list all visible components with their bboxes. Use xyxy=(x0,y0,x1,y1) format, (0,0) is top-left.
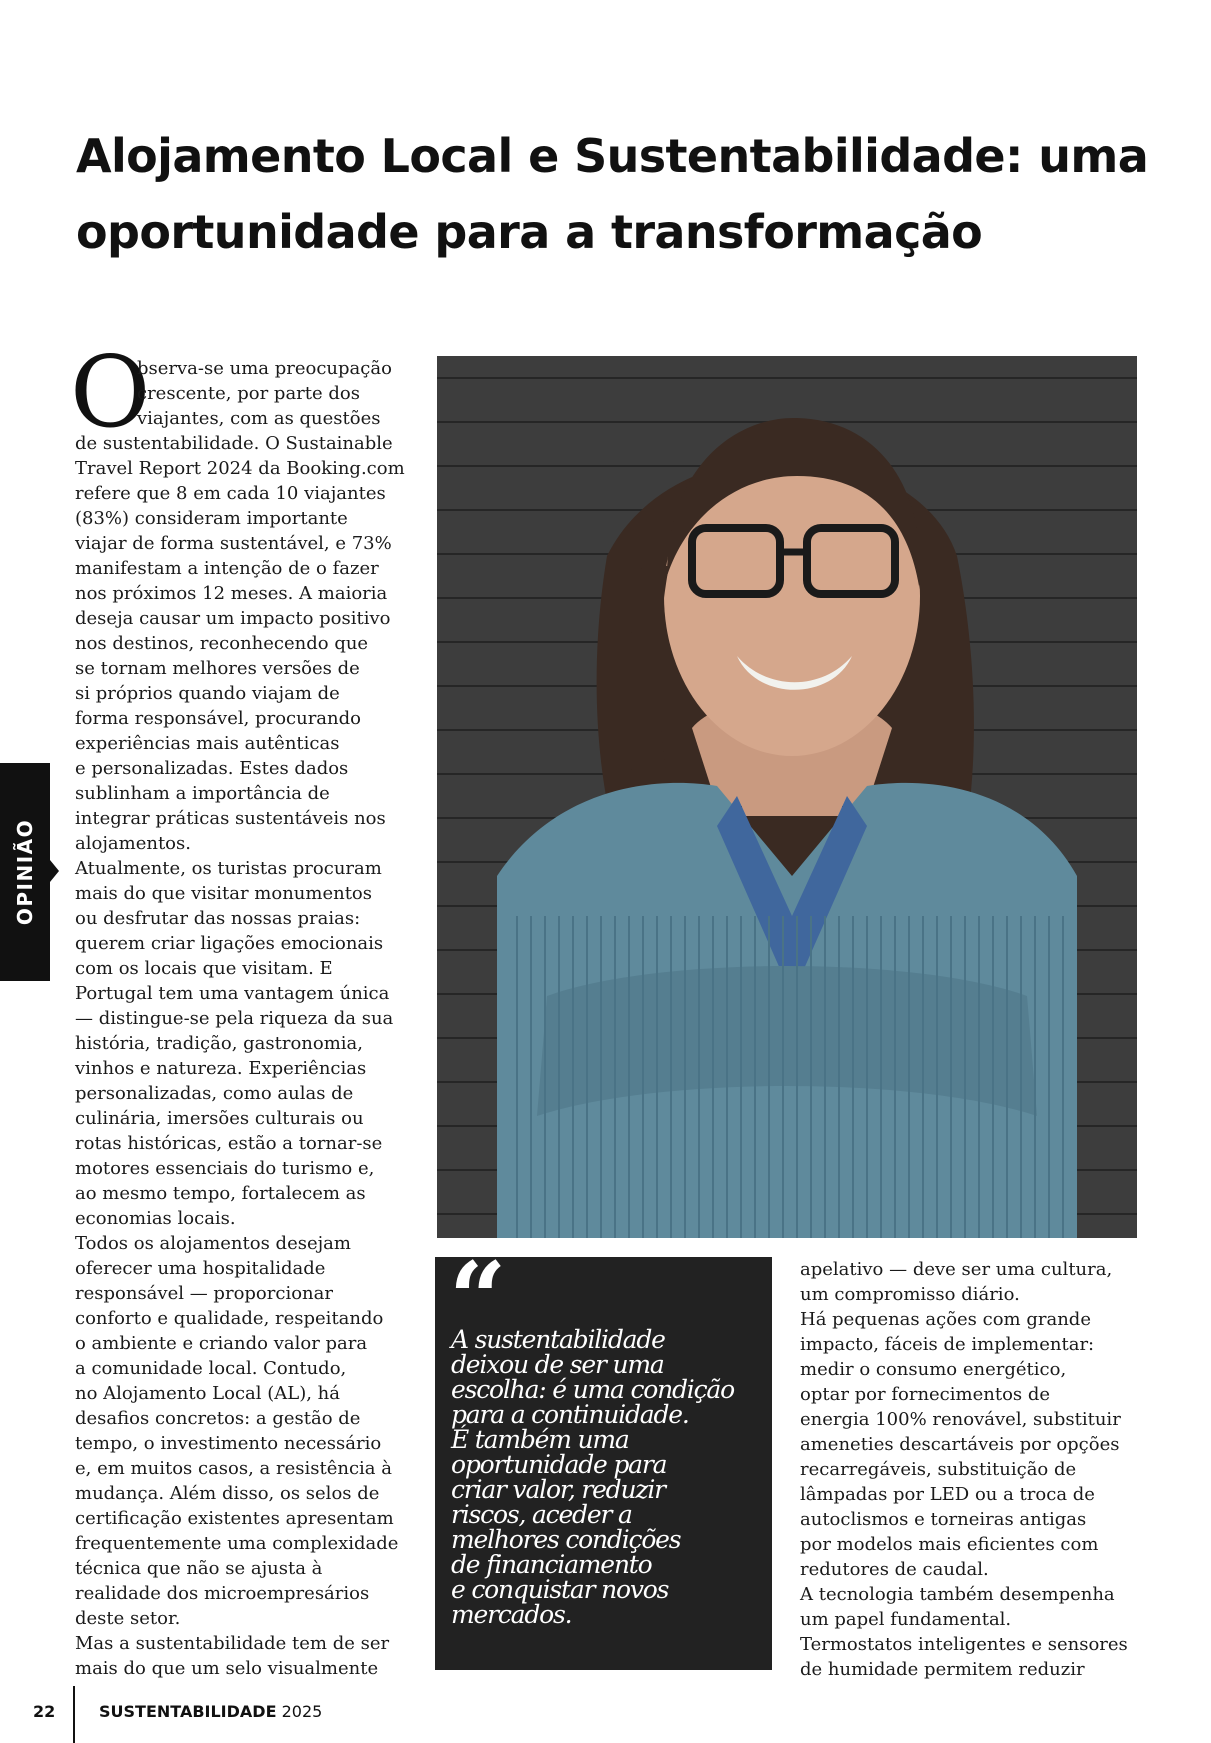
article-line: por modelos mais eficientes com xyxy=(800,1534,1099,1555)
pull-quote-text xyxy=(451,1327,771,1627)
article-line: com os locais que visitam. E xyxy=(75,958,333,979)
article-line: frequentemente uma complexidade xyxy=(75,1533,399,1554)
article-line: Portugal tem uma vantagem única xyxy=(75,983,390,1004)
headline-line: Alojamento Local e Sustentabilidade: uma xyxy=(76,129,1149,183)
article-line: impacto, fáceis de implementar: xyxy=(800,1334,1095,1355)
pull-quote-line: de financiamento xyxy=(451,1550,652,1579)
section-tab xyxy=(0,763,50,981)
section-tab-arrow xyxy=(50,860,59,882)
article-line: nos destinos, reconhecendo que xyxy=(75,633,369,654)
article-line: ou desfrutar das nossas praias: xyxy=(75,908,361,929)
pull-quote-line: É também uma xyxy=(451,1425,629,1454)
pull-quote-line: escolha: é uma condição xyxy=(451,1375,734,1404)
article-line: Há pequenas ações com grande xyxy=(800,1309,1091,1330)
article-line: recarregáveis, substituição de xyxy=(800,1459,1077,1480)
article-line: mais do que visitar monumentos xyxy=(75,883,373,904)
article-line: optar por fornecimentos de xyxy=(800,1384,1051,1405)
footer-divider xyxy=(73,1686,75,1743)
article-line: um compromisso diário. xyxy=(800,1284,1020,1305)
footer-magazine xyxy=(99,1702,322,1721)
article-line: Termostatos inteligentes e sensores xyxy=(800,1634,1128,1655)
pull-quote xyxy=(435,1257,772,1670)
article-line: sublinham a importância de xyxy=(75,783,330,804)
article-line: A tecnologia também desempenha xyxy=(800,1584,1115,1605)
article-line: mais do que um selo visualmente xyxy=(75,1658,379,1679)
article-line: crescente, por parte dos xyxy=(137,383,360,404)
article-line: Todos os alojamentos desejam xyxy=(75,1233,351,1254)
article-line: vinhos e natureza. Experiências xyxy=(75,1058,367,1079)
author-photo xyxy=(437,356,1137,1238)
article-line: de sustentabilidade. O Sustainable xyxy=(75,433,393,454)
headline xyxy=(76,118,1156,270)
article-line: Mas a sustentabilidade tem de ser xyxy=(75,1633,390,1654)
article-line: responsável — proporcionar xyxy=(75,1283,333,1304)
article-line: e personalizadas. Estes dados xyxy=(75,758,349,779)
article-line: no Alojamento Local (AL), há xyxy=(75,1383,341,1404)
article-line: mudança. Além disso, os selos de xyxy=(75,1483,380,1504)
article-line: refere que 8 em cada 10 viajantes xyxy=(75,483,386,504)
article-line: culinária, imersões culturais ou xyxy=(75,1108,364,1129)
article-line: integrar práticas sustentáveis nos xyxy=(75,808,386,829)
article-line: lâmpadas por LED ou a troca de xyxy=(800,1484,1095,1505)
article-line: personalizadas, como aulas de xyxy=(75,1083,354,1104)
article-line: querem criar ligações emocionais xyxy=(75,933,384,954)
article-line: motores essenciais do turismo e, xyxy=(75,1158,375,1179)
section-tab-label: OPINIÃO xyxy=(13,818,37,926)
pull-quote-line: criar valor, reduzir xyxy=(451,1475,665,1504)
pull-quote-line: oportunidade para xyxy=(451,1450,667,1479)
article-line: (83%) consideram importante xyxy=(75,508,348,529)
article-line: ameneties descartáveis por opções xyxy=(800,1434,1120,1455)
article-line: viajar de forma sustentável, e 73% xyxy=(75,533,392,554)
article-line: de humidade permitem reduzir xyxy=(800,1659,1085,1680)
article-line: tempo, o investimento necessário xyxy=(75,1433,382,1454)
article-line: experiências mais autênticas xyxy=(75,733,340,754)
quote-mark: “ xyxy=(449,1257,507,1358)
article-line: forma responsável, procurando xyxy=(75,708,361,729)
article-line: — distingue-se pela riqueza da sua xyxy=(75,1008,394,1029)
article-line: se tornam melhores versões de xyxy=(75,658,360,679)
article-line: viajantes, com as questões xyxy=(137,408,381,429)
article-line: alojamentos. xyxy=(75,833,191,854)
article-line: medir o consumo energético, xyxy=(800,1359,1067,1380)
article-line: conforto e qualidade, respeitando xyxy=(75,1308,384,1329)
pull-quote-line: melhores condições xyxy=(451,1525,681,1554)
article-column-right xyxy=(800,1257,1140,1682)
pull-quote-line: A sustentabilidade xyxy=(451,1325,665,1354)
article-line: o ambiente e criando valor para xyxy=(75,1333,368,1354)
pull-quote-line: e conquistar novos xyxy=(451,1575,669,1604)
article-line: oferecer uma hospitalidade xyxy=(75,1258,326,1279)
article-line: Travel Report 2024 da Booking.com xyxy=(75,458,405,479)
article-line: e, em muitos casos, a resistência à xyxy=(75,1458,392,1479)
article-line: si próprios quando viajam de xyxy=(75,683,340,704)
article-line: economias locais. xyxy=(75,1208,236,1229)
article-line: certificação existentes apresentam xyxy=(75,1508,394,1529)
article-line: desafios concretos: a gestão de xyxy=(75,1408,361,1429)
pull-quote-line: riscos, aceder a xyxy=(451,1500,632,1529)
magazine-year: 2025 xyxy=(281,1702,323,1721)
page-number: 22 xyxy=(33,1702,56,1721)
article-line: a comunidade local. Contudo, xyxy=(75,1358,347,1379)
article-line: realidade dos microempresários xyxy=(75,1583,370,1604)
article-line: autoclismos e torneiras antigas xyxy=(800,1509,1087,1530)
article-column-left xyxy=(75,356,415,1681)
article-line: redutores de caudal. xyxy=(800,1559,989,1580)
article-line: apelativo — deve ser uma cultura, xyxy=(800,1259,1113,1280)
article-line: manifestam a intenção de o fazer xyxy=(75,558,379,579)
drop-cap: O xyxy=(70,336,151,450)
article-line: ao mesmo tempo, fortalecem as xyxy=(75,1183,366,1204)
article-line: deste setor. xyxy=(75,1608,181,1629)
pull-quote-line: para a continuidade. xyxy=(451,1400,689,1429)
article-line: bserva-se uma preocupação xyxy=(137,358,392,379)
article-line: nos próximos 12 meses. A maioria xyxy=(75,583,388,604)
article-line: energia 100% renovável, substituir xyxy=(800,1409,1121,1430)
pull-quote-line: deixou de ser uma xyxy=(451,1350,664,1379)
article-line: história, tradição, gastronomia, xyxy=(75,1033,364,1054)
headline-line: oportunidade para a transformação xyxy=(76,205,983,259)
article-line: rotas históricas, estão a tornar-se xyxy=(75,1133,383,1154)
article-line: técnica que não se ajusta à xyxy=(75,1558,323,1579)
article-line: deseja causar um impacto positivo xyxy=(75,608,391,629)
pull-quote-line: mercados. xyxy=(451,1600,572,1629)
magazine-name: SUSTENTABILIDADE xyxy=(99,1702,277,1721)
article-line: Atualmente, os turistas procuram xyxy=(75,858,382,879)
article-line: um papel fundamental. xyxy=(800,1609,1012,1630)
